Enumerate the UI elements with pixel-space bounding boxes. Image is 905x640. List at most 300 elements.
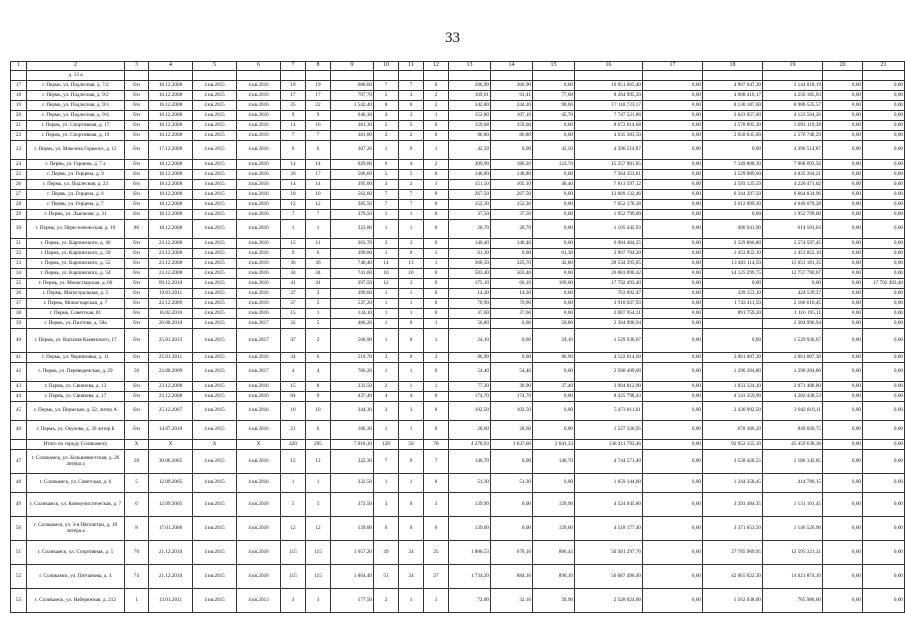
table-cell: 31 bbox=[11, 239, 27, 249]
table-cell: 1 bbox=[399, 474, 424, 493]
table-cell: 891 759,20 bbox=[703, 309, 763, 319]
table-cell: 3 371 653,50 bbox=[703, 517, 763, 541]
table-cell: 4 кв.2015 bbox=[193, 200, 237, 210]
table-cell: б/н bbox=[125, 309, 149, 319]
table-cell: 0,00 bbox=[823, 160, 863, 170]
table-cell: 3 bbox=[374, 402, 399, 421]
table-cell: 0,00 bbox=[863, 319, 905, 329]
table-cell: 0 bbox=[399, 319, 424, 329]
table-cell: 4 кв.2015 bbox=[193, 269, 237, 279]
table-cell: 0,00 bbox=[823, 440, 863, 450]
table-cell: 6 bbox=[374, 517, 399, 541]
table-cell: 323,00 bbox=[331, 220, 374, 239]
table-cell: 25.01.2011 bbox=[149, 353, 193, 363]
table-cell: 0,00 bbox=[643, 279, 703, 289]
table-row bbox=[11, 565, 905, 589]
table-cell: 0,00 bbox=[823, 220, 863, 239]
table-cell: б/н bbox=[125, 382, 149, 392]
table-cell: 1 bbox=[424, 180, 449, 190]
table-cell: 6 bbox=[125, 493, 149, 517]
table-cell: 4 кв.2015 bbox=[193, 319, 237, 329]
table-cell: 51,30 bbox=[491, 474, 533, 493]
table-cell: 7 908 093,56 bbox=[763, 160, 823, 170]
table-cell: 629,60 bbox=[331, 160, 374, 170]
table-cell: 0,00 bbox=[533, 402, 575, 421]
table-cell: 1 527 326,95 bbox=[575, 421, 643, 440]
table-cell: 0,00 bbox=[863, 517, 905, 541]
table-cell: 46,40 bbox=[533, 180, 575, 190]
table-cell: 3 904 812,90 bbox=[575, 382, 643, 392]
table-cell: 368,50 bbox=[449, 259, 491, 269]
table-cell: X bbox=[149, 440, 193, 450]
table-cell: 70 bbox=[125, 541, 149, 565]
table-cell: 0,00 bbox=[533, 131, 575, 141]
table-cell: 12 757 790,67 bbox=[763, 269, 823, 279]
table-cell: 18.12.2008 bbox=[149, 210, 193, 220]
table-cell: 2 304 996,94 bbox=[575, 319, 643, 329]
table-cell: 98,60 bbox=[533, 101, 575, 111]
address-cell: г. Пермь, ул. Льяльная, д. 31 bbox=[27, 210, 125, 220]
table-cell: 4 кв.2016 bbox=[237, 299, 281, 309]
column-number: 16 bbox=[575, 62, 643, 71]
table-cell: 7 bbox=[374, 200, 399, 210]
table-cell: 102,50 bbox=[491, 402, 533, 421]
table-cell: 0,00 bbox=[643, 141, 703, 160]
table-cell: 4 524 645,80 bbox=[575, 493, 643, 517]
table-cell: 4 кв.2016 bbox=[237, 111, 281, 121]
table-cell: 640,30 bbox=[331, 111, 374, 121]
table-cell: 4 кв.2016 bbox=[237, 259, 281, 269]
table-cell: 10 bbox=[374, 269, 399, 279]
table-cell: 0,00 bbox=[643, 517, 703, 541]
table-cell: 0,00 bbox=[863, 170, 905, 180]
column-number: 2 bbox=[27, 62, 125, 71]
table-cell: 4 кв.2016 bbox=[237, 160, 281, 170]
table-cell: 1 bbox=[374, 309, 399, 319]
table-cell: 537,20 bbox=[331, 299, 374, 309]
table-cell: 309,90 bbox=[449, 160, 491, 170]
table-cell: 0 bbox=[399, 450, 424, 474]
table-cell: 1 bbox=[374, 220, 399, 239]
table-cell: 0,00 bbox=[643, 131, 703, 141]
table-cell: б/н bbox=[125, 131, 149, 141]
column-number: 21 bbox=[863, 62, 905, 71]
table-cell: 12 bbox=[306, 200, 331, 210]
address-cell: г. Пермь, ул. Герцена, д. 7 bbox=[27, 200, 125, 210]
table-cell: 34 bbox=[281, 269, 306, 279]
table-cell: 1 657,20 bbox=[331, 541, 374, 565]
table-cell: 0,00 bbox=[863, 101, 905, 111]
table-cell: 1 bbox=[306, 309, 331, 319]
table-cell: 107,10 bbox=[491, 111, 533, 121]
column-number: 10 bbox=[374, 62, 399, 71]
address-cell: г. Пермь, ул. Монастырская, д. 60 bbox=[27, 279, 125, 289]
table-cell: 0,00 bbox=[703, 329, 763, 353]
table-cell: 0 bbox=[424, 239, 449, 249]
table-cell: 42,50 bbox=[449, 141, 491, 160]
table-cell: 0,00 bbox=[863, 190, 905, 200]
table-cell: б/н bbox=[125, 210, 149, 220]
table-cell: 14.07.2010 bbox=[149, 421, 193, 440]
table-cell: 0,00 bbox=[491, 319, 533, 329]
table-cell: 5 bbox=[306, 493, 331, 517]
table-cell: 139,90 bbox=[449, 493, 491, 517]
address-cell: г. Пермь, ул. Карпинского, д. 50 bbox=[27, 249, 125, 259]
table-cell: 14 bbox=[374, 259, 399, 269]
table-cell: 51 bbox=[11, 541, 27, 565]
table-row bbox=[11, 121, 905, 131]
table-cell: 37 785 969,95 bbox=[703, 541, 763, 565]
table-cell: 4 кв.2016 bbox=[237, 289, 281, 299]
table-cell: 3 bbox=[399, 91, 424, 101]
table-cell: 4 кв.2015 bbox=[193, 170, 237, 180]
table-cell: 680,60 bbox=[331, 81, 374, 91]
table-cell: 12 bbox=[306, 517, 331, 541]
table-cell: 7 bbox=[281, 210, 306, 220]
table-cell: б/н bbox=[125, 249, 149, 259]
table-cell: 17 bbox=[11, 81, 27, 91]
table-cell: 109,00 bbox=[533, 279, 575, 289]
table-cell: 0 bbox=[424, 363, 449, 382]
table-cell: 40 bbox=[11, 329, 27, 353]
table-cell: 763 692,47 bbox=[575, 289, 643, 299]
table-cell: 1 453 852,10 bbox=[703, 249, 763, 259]
table-cell: 4 кв.2017 bbox=[237, 329, 281, 353]
table-cell: 23.12.2008 bbox=[149, 382, 193, 392]
table-cell: 115 bbox=[281, 565, 306, 589]
column-number: 12 bbox=[424, 62, 449, 71]
table-cell: 2 bbox=[306, 289, 331, 299]
table-cell: 2 bbox=[424, 101, 449, 111]
table-cell: 4 кв.2016 bbox=[237, 190, 281, 200]
table-cell: 1 bbox=[306, 220, 331, 239]
table-cell: 0,00 bbox=[643, 289, 703, 299]
table-cell: 0,00 bbox=[863, 329, 905, 353]
table-cell: 741,60 bbox=[331, 269, 374, 279]
table-cell: 54,40 bbox=[491, 363, 533, 382]
table-cell: 0,00 bbox=[823, 249, 863, 259]
table-cell bbox=[11, 71, 27, 81]
table-cell: 4 кв.2016 bbox=[237, 421, 281, 440]
table-cell: 5 bbox=[374, 91, 399, 101]
table-cell: 0,00 bbox=[823, 299, 863, 309]
table-cell: 0,00 bbox=[643, 220, 703, 239]
table-cell: 0 bbox=[399, 249, 424, 259]
table-cell: 7 bbox=[306, 131, 331, 141]
table-cell: 0,00 bbox=[823, 309, 863, 319]
table-cell: 42 bbox=[11, 363, 27, 382]
table-cell: 174,70 bbox=[449, 392, 491, 402]
table-cell: 1 105 442,93 bbox=[575, 220, 643, 239]
table-cell: 177,50 bbox=[331, 589, 374, 613]
table-cell: 4 кв.2015 bbox=[193, 565, 237, 589]
table-cell: б/н bbox=[125, 269, 149, 279]
table-cell: б/н bbox=[125, 121, 149, 131]
table-cell: 86,80 bbox=[491, 131, 533, 141]
table-cell: 0 bbox=[424, 200, 449, 210]
table-cell: 0,00 bbox=[863, 493, 905, 517]
column-number: 14 bbox=[491, 62, 533, 71]
table-cell: X bbox=[125, 440, 149, 450]
table-cell: 1 116 195,11 bbox=[763, 309, 823, 319]
table-cell: 614 501,03 bbox=[763, 220, 823, 239]
table-cell: 1 290 204,80 bbox=[703, 363, 763, 382]
address-cell: г. Пермь, ул. Подлесная, д. 9/4 bbox=[27, 111, 125, 121]
table-cell: 17 bbox=[281, 91, 306, 101]
table-cell: 5 473 811,61 bbox=[575, 402, 643, 421]
table-cell: 7 bbox=[281, 131, 306, 141]
table-cell: 0,00 bbox=[863, 131, 905, 141]
table-cell: 0,00 bbox=[863, 382, 905, 392]
table-cell: 91,41 bbox=[491, 91, 533, 101]
table-cell: 2 bbox=[374, 353, 399, 363]
table-cell: 4 кв.2016 bbox=[237, 309, 281, 319]
table-cell: 0,00 bbox=[491, 450, 533, 474]
table-cell bbox=[424, 71, 449, 81]
table-cell: 13 483 114,50 bbox=[703, 259, 763, 269]
table-cell: 4 bbox=[306, 363, 331, 382]
table-cell: 26 bbox=[11, 180, 27, 190]
table-cell: 28 bbox=[11, 200, 27, 210]
table-cell: 1 bbox=[399, 589, 424, 613]
table-cell: 38 bbox=[11, 309, 27, 319]
table-cell: 0,00 bbox=[643, 101, 703, 111]
table-row bbox=[11, 299, 905, 309]
table-cell: 7 652 178,38 bbox=[575, 200, 643, 210]
table-cell: 12 bbox=[306, 450, 331, 474]
table-cell: 1 bbox=[424, 141, 449, 160]
table-cell: 0,00 bbox=[643, 589, 703, 613]
table-cell: 42,80 bbox=[533, 259, 575, 269]
table-cell: 47 bbox=[281, 329, 306, 353]
table-cell: 518,70 bbox=[331, 353, 374, 363]
table-cell: 0,00 bbox=[643, 565, 703, 589]
table-row bbox=[11, 210, 905, 220]
table-cell: 14 bbox=[306, 160, 331, 170]
table-cell: 437,40 bbox=[331, 392, 374, 402]
table-cell: 0,00 bbox=[643, 91, 703, 101]
table-cell: 47 bbox=[11, 450, 27, 474]
table-cell: 2 bbox=[306, 329, 331, 353]
table-cell: 10 bbox=[306, 402, 331, 421]
table-cell: 1 131 161,45 bbox=[763, 493, 823, 517]
table-cell: б/н bbox=[125, 111, 149, 121]
table-cell: 1 864,40 bbox=[331, 565, 374, 589]
table-row bbox=[11, 190, 905, 200]
table-cell: 27 bbox=[424, 565, 449, 589]
table-cell: 0,00 bbox=[763, 279, 823, 289]
table-cell: 37,50 bbox=[449, 210, 491, 220]
table-cell: 1 659 144,60 bbox=[575, 474, 643, 493]
table-cell: 0,00 bbox=[533, 81, 575, 91]
table-cell: 4 кв.2017 bbox=[237, 319, 281, 329]
address-cell: г. Пермь, Магистральная, д. 5 bbox=[27, 289, 125, 299]
table-cell: 51,30 bbox=[449, 474, 491, 493]
table-cell: 2 061 007,30 bbox=[763, 353, 823, 363]
table-cell: 84 bbox=[281, 392, 306, 402]
table-cell: 15 bbox=[281, 309, 306, 319]
table-cell: 20 bbox=[281, 170, 306, 180]
table-cell: 2 166 616,45 bbox=[763, 299, 823, 309]
table-cell: 39 bbox=[11, 319, 27, 329]
table-cell: 7 564 353,81 bbox=[575, 170, 643, 180]
table-cell: 19 bbox=[11, 101, 27, 111]
table-cell: 35 bbox=[11, 279, 27, 289]
address-cell: г. Пермь, ул. Пермская, д. 52, литер А bbox=[27, 402, 125, 421]
table-cell: 3 042 819,11 bbox=[763, 402, 823, 421]
table-cell: 5 bbox=[399, 121, 424, 131]
table-cell: 4 кв.2016 bbox=[237, 239, 281, 249]
table-cell: 25.12.2007 bbox=[149, 402, 193, 421]
table-cell: 8 bbox=[125, 517, 149, 541]
table-cell: 2 bbox=[374, 382, 399, 392]
table-cell: 77,60 bbox=[533, 91, 575, 101]
table-cell: 0,00 bbox=[863, 392, 905, 402]
table-cell: 244,20 bbox=[491, 101, 533, 111]
table-cell: 1 bbox=[399, 220, 424, 239]
table-cell: 14 bbox=[281, 180, 306, 190]
table-cell: 6 bbox=[306, 141, 331, 160]
table-cell: 0,00 bbox=[823, 450, 863, 474]
table-cell: 206,90 bbox=[491, 81, 533, 91]
table-cell: 4 278,93 bbox=[449, 440, 491, 450]
table-cell: 32 bbox=[281, 319, 306, 329]
table-cell: 4 кв.2016 bbox=[237, 565, 281, 589]
address-cell: г. Пермь, ул. Подлесная, д. 7/2 bbox=[27, 81, 125, 91]
address-cell: г. Пермь, Монастырская, д. 7 bbox=[27, 299, 125, 309]
table-cell: 152,30 bbox=[449, 200, 491, 210]
table-cell: 4 907 647,30 bbox=[703, 81, 763, 91]
table-cell: 4 кв.2016 bbox=[237, 392, 281, 402]
table-cell: 36 bbox=[11, 289, 27, 299]
table-cell: 4 396 514,87 bbox=[763, 141, 823, 160]
table-cell: 0,00 bbox=[863, 160, 905, 170]
table-cell: 886,43 bbox=[533, 541, 575, 565]
table-cell: 2 576 748,29 bbox=[763, 131, 823, 141]
table-cell: 20,70 bbox=[491, 220, 533, 239]
table-cell: б/н bbox=[125, 170, 149, 180]
table-cell: 765 986,00 bbox=[763, 589, 823, 613]
table-row bbox=[11, 329, 905, 353]
table-cell: 206,90 bbox=[449, 81, 491, 91]
table-cell: 267,50 bbox=[491, 190, 533, 200]
table-cell: 3 393 484,35 bbox=[703, 493, 763, 517]
table-cell: 372,50 bbox=[331, 493, 374, 517]
table-cell bbox=[399, 71, 424, 81]
table-cell: 105,10 bbox=[491, 180, 533, 190]
table-cell: 397,50 bbox=[331, 279, 374, 289]
table-cell: 0,00 bbox=[643, 111, 703, 121]
table-cell: 2 304 996,94 bbox=[763, 319, 823, 329]
table-cell: 8 988 535,57 bbox=[763, 101, 823, 111]
address-cell: Итого по городу Соликамску bbox=[27, 440, 125, 450]
table-cell: 4 кв.2015 bbox=[193, 363, 237, 382]
table-cell: 52 bbox=[11, 565, 27, 589]
table-cell: 3 bbox=[374, 239, 399, 249]
table-row bbox=[11, 81, 905, 91]
table-cell: 0,00 bbox=[823, 141, 863, 160]
table-cell: 0,00 bbox=[643, 421, 703, 440]
table-cell: 5 bbox=[399, 170, 424, 180]
table-cell: 15 bbox=[281, 382, 306, 392]
table-cell: 4 143 359,90 bbox=[703, 392, 763, 402]
table-cell: 0,00 bbox=[643, 402, 703, 421]
table-cell: 17 792 493,40 bbox=[575, 279, 643, 289]
table-cell: 0,00 bbox=[863, 81, 905, 91]
table-cell: 54,40 bbox=[449, 363, 491, 382]
table-row bbox=[11, 141, 905, 160]
table-cell: 8 bbox=[306, 382, 331, 392]
table-cell: 0,00 bbox=[533, 269, 575, 279]
address-cell: г. Пермь, ул. Свиязева, д. 17 bbox=[27, 392, 125, 402]
table-cell: 78 bbox=[424, 440, 449, 450]
table-cell: 0,00 bbox=[823, 402, 863, 421]
table-cell: 6 bbox=[399, 101, 424, 111]
table-cell: 379,50 bbox=[331, 210, 374, 220]
table-cell: 37,60 bbox=[449, 309, 491, 319]
table-cell: 24,10 bbox=[533, 329, 575, 353]
table-cell: 707,70 bbox=[331, 91, 374, 101]
table-cell: 23.12.2008 bbox=[149, 249, 193, 259]
table-cell: 134,10 bbox=[331, 309, 374, 319]
table-cell: 0,00 bbox=[823, 493, 863, 517]
table-cell: 0,00 bbox=[823, 111, 863, 121]
table-cell: 3 578 895,30 bbox=[703, 121, 763, 131]
table-cell: 0,00 bbox=[823, 392, 863, 402]
column-number: 13 bbox=[449, 62, 491, 71]
table-cell: 42 065 622,30 bbox=[703, 565, 763, 589]
table-cell: 10 bbox=[306, 190, 331, 200]
table-cell: 139,00 bbox=[449, 517, 491, 541]
table-cell: 2 641,33 bbox=[533, 440, 575, 450]
table-cell: 7 bbox=[399, 200, 424, 210]
table-row bbox=[11, 289, 905, 299]
column-number: 1 bbox=[11, 62, 27, 71]
table-cell: 152,80 bbox=[449, 111, 491, 121]
table-cell: 0,00 bbox=[491, 493, 533, 517]
table-cell: 1 529 936,67 bbox=[763, 329, 823, 353]
table-cell: 363,70 bbox=[331, 239, 374, 249]
table-cell: 0,00 bbox=[643, 309, 703, 319]
table-cell: 0,00 bbox=[643, 541, 703, 565]
table-cell: б/н bbox=[125, 329, 149, 353]
table-cell: 45,70 bbox=[533, 111, 575, 121]
address-cell: г. Пермь, ул. Карпинского, д. 54 bbox=[27, 269, 125, 279]
table-cell: 0,00 bbox=[823, 363, 863, 382]
table-cell: 4 кв.2016 bbox=[237, 541, 281, 565]
table-cell: 0,00 bbox=[643, 450, 703, 474]
table-cell: 2 bbox=[374, 131, 399, 141]
table-cell: 2 007 954,31 bbox=[575, 309, 643, 319]
table-cell: 1 bbox=[374, 421, 399, 440]
table-row bbox=[11, 279, 905, 289]
table-cell: 0,00 bbox=[643, 363, 703, 382]
table-cell: 139,00 bbox=[331, 517, 374, 541]
table-cell: 159,68 bbox=[449, 121, 491, 131]
table-cell: 849 020,75 bbox=[763, 421, 823, 440]
address-cell: г. Пермь, ул. Переселенческая, д. 10 bbox=[27, 220, 125, 239]
table-cell: 70,90 bbox=[491, 299, 533, 309]
table-cell: 0,00 bbox=[863, 259, 905, 269]
table-cell: 339 153,10 bbox=[703, 289, 763, 299]
table-cell: 8 425 798,43 bbox=[575, 392, 643, 402]
table-cell: 15 bbox=[281, 239, 306, 249]
table-cell: 3 bbox=[281, 589, 306, 613]
table-cell: 0,00 bbox=[823, 319, 863, 329]
table-cell: 10 bbox=[281, 190, 306, 200]
table-cell: 22.12.2009 bbox=[149, 299, 193, 309]
table-cell: 6 344 297,50 bbox=[703, 190, 763, 200]
